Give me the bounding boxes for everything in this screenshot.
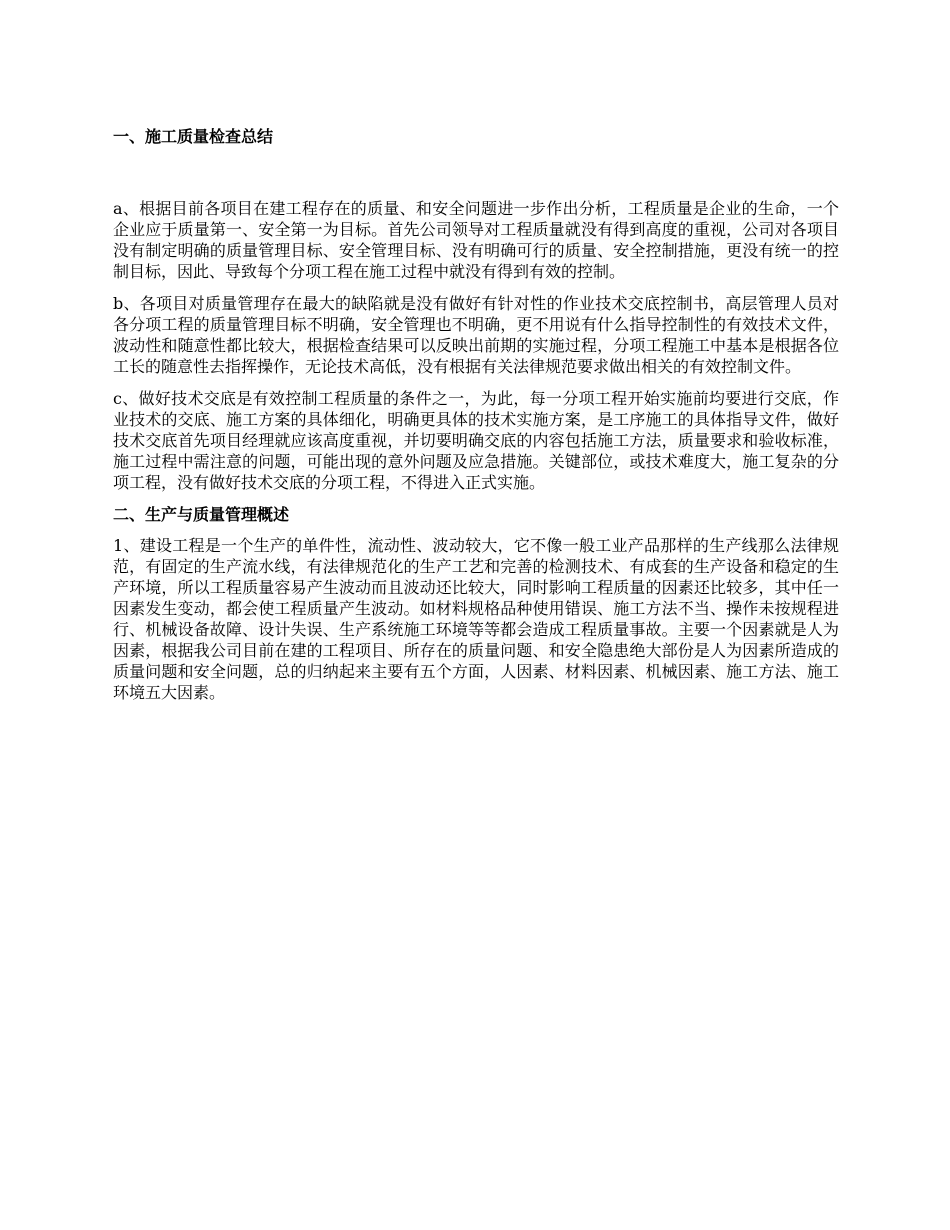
- section-2-paragraph-1: 1、建设工程是一个生产的单件性，流动性、波动较大，它不像一般工业产品那样的生产线那么法律规范，有固定的生产流水线，有法律规范化的生产工艺和完善的检测技术、有成套的生产设备和稳定的生产环境，所以工程质量容易产生波动而且波动还比较大，同时影响工程质量的因素还比较多，其中任一因素发生变动，都会使工程质量产生波动。如材料规格品种使用错误、施工方法不当、操作未按规程进行、机械设备故障、设计失误、生产系统施工环境等等都会造成工程质量事故。主要一个因素就是人为因素，根据我公司目前在建的工程项目、所存在的质量问题、和安全隐患绝大部份是人为因素所造成的质量问题和安全问题，总的归纳起来主要有五个方面，人因素、材料因素、机械因素、施工方法、施工环境五大因素。: [113, 536, 839, 702]
- document-page: [113, 126, 839, 714]
- section-1-paragraph-b: b、各项目对质量管理存在最大的缺陷就是没有做好有针对性的作业技术交底控制书，高层管理人员对各分项工程的质量管理目标不明确，安全管理也不明确，更不用说有什么指导控制性的有效技术文件，波动性和随意性都比较大，根据检查结果可以反映出前期的实施过程，分项工程施工中基本是根据各位工长的随意性去指挥操作，无论技术高低，没有根据有关法律规范要求做出相关的有效控制文件。: [113, 294, 839, 376]
- section-2-heading: 二、生产与质量管理概述: [113, 505, 290, 524]
- section-1-paragraph-a: a、根据目前各项目在建工程存在的质量、和安全问题进一步作出分析，工程质量是企业的生命，一个企业应于质量第一、安全第一为目标。首先公司领导对工程质量就没有得到高度的重视，公司对各项目没有制定明确的质量管理目标、安全管理目标、没有明确可行的质量、安全控制措施，更没有统一的控制目标，因此、导致每个分项工程在施工过程中就没有得到有效的控制。: [113, 199, 839, 281]
- section-1-heading: 一、施工质量检查总结: [113, 127, 274, 146]
- section-1-paragraph-c: c、做好技术交底是有效控制工程质量的条件之一，为此，每一分项工程开始实施前均要进行交底，作业技术的交底、施工方案的具体细化，明确更具体的技术实施方案，是工序施工的具体指导文件，做好技术交底首先项目经理就应该高度重视，并切要明确交底的内容包括施工方法，质量要求和验收标准，施工过程中需注意的问题，可能出现的意外问题及应急措施。关键部位，或技术难度大，施工复杂的分项工程，没有做好技术交底的分项工程，不得进入正式实施。: [113, 389, 839, 492]
